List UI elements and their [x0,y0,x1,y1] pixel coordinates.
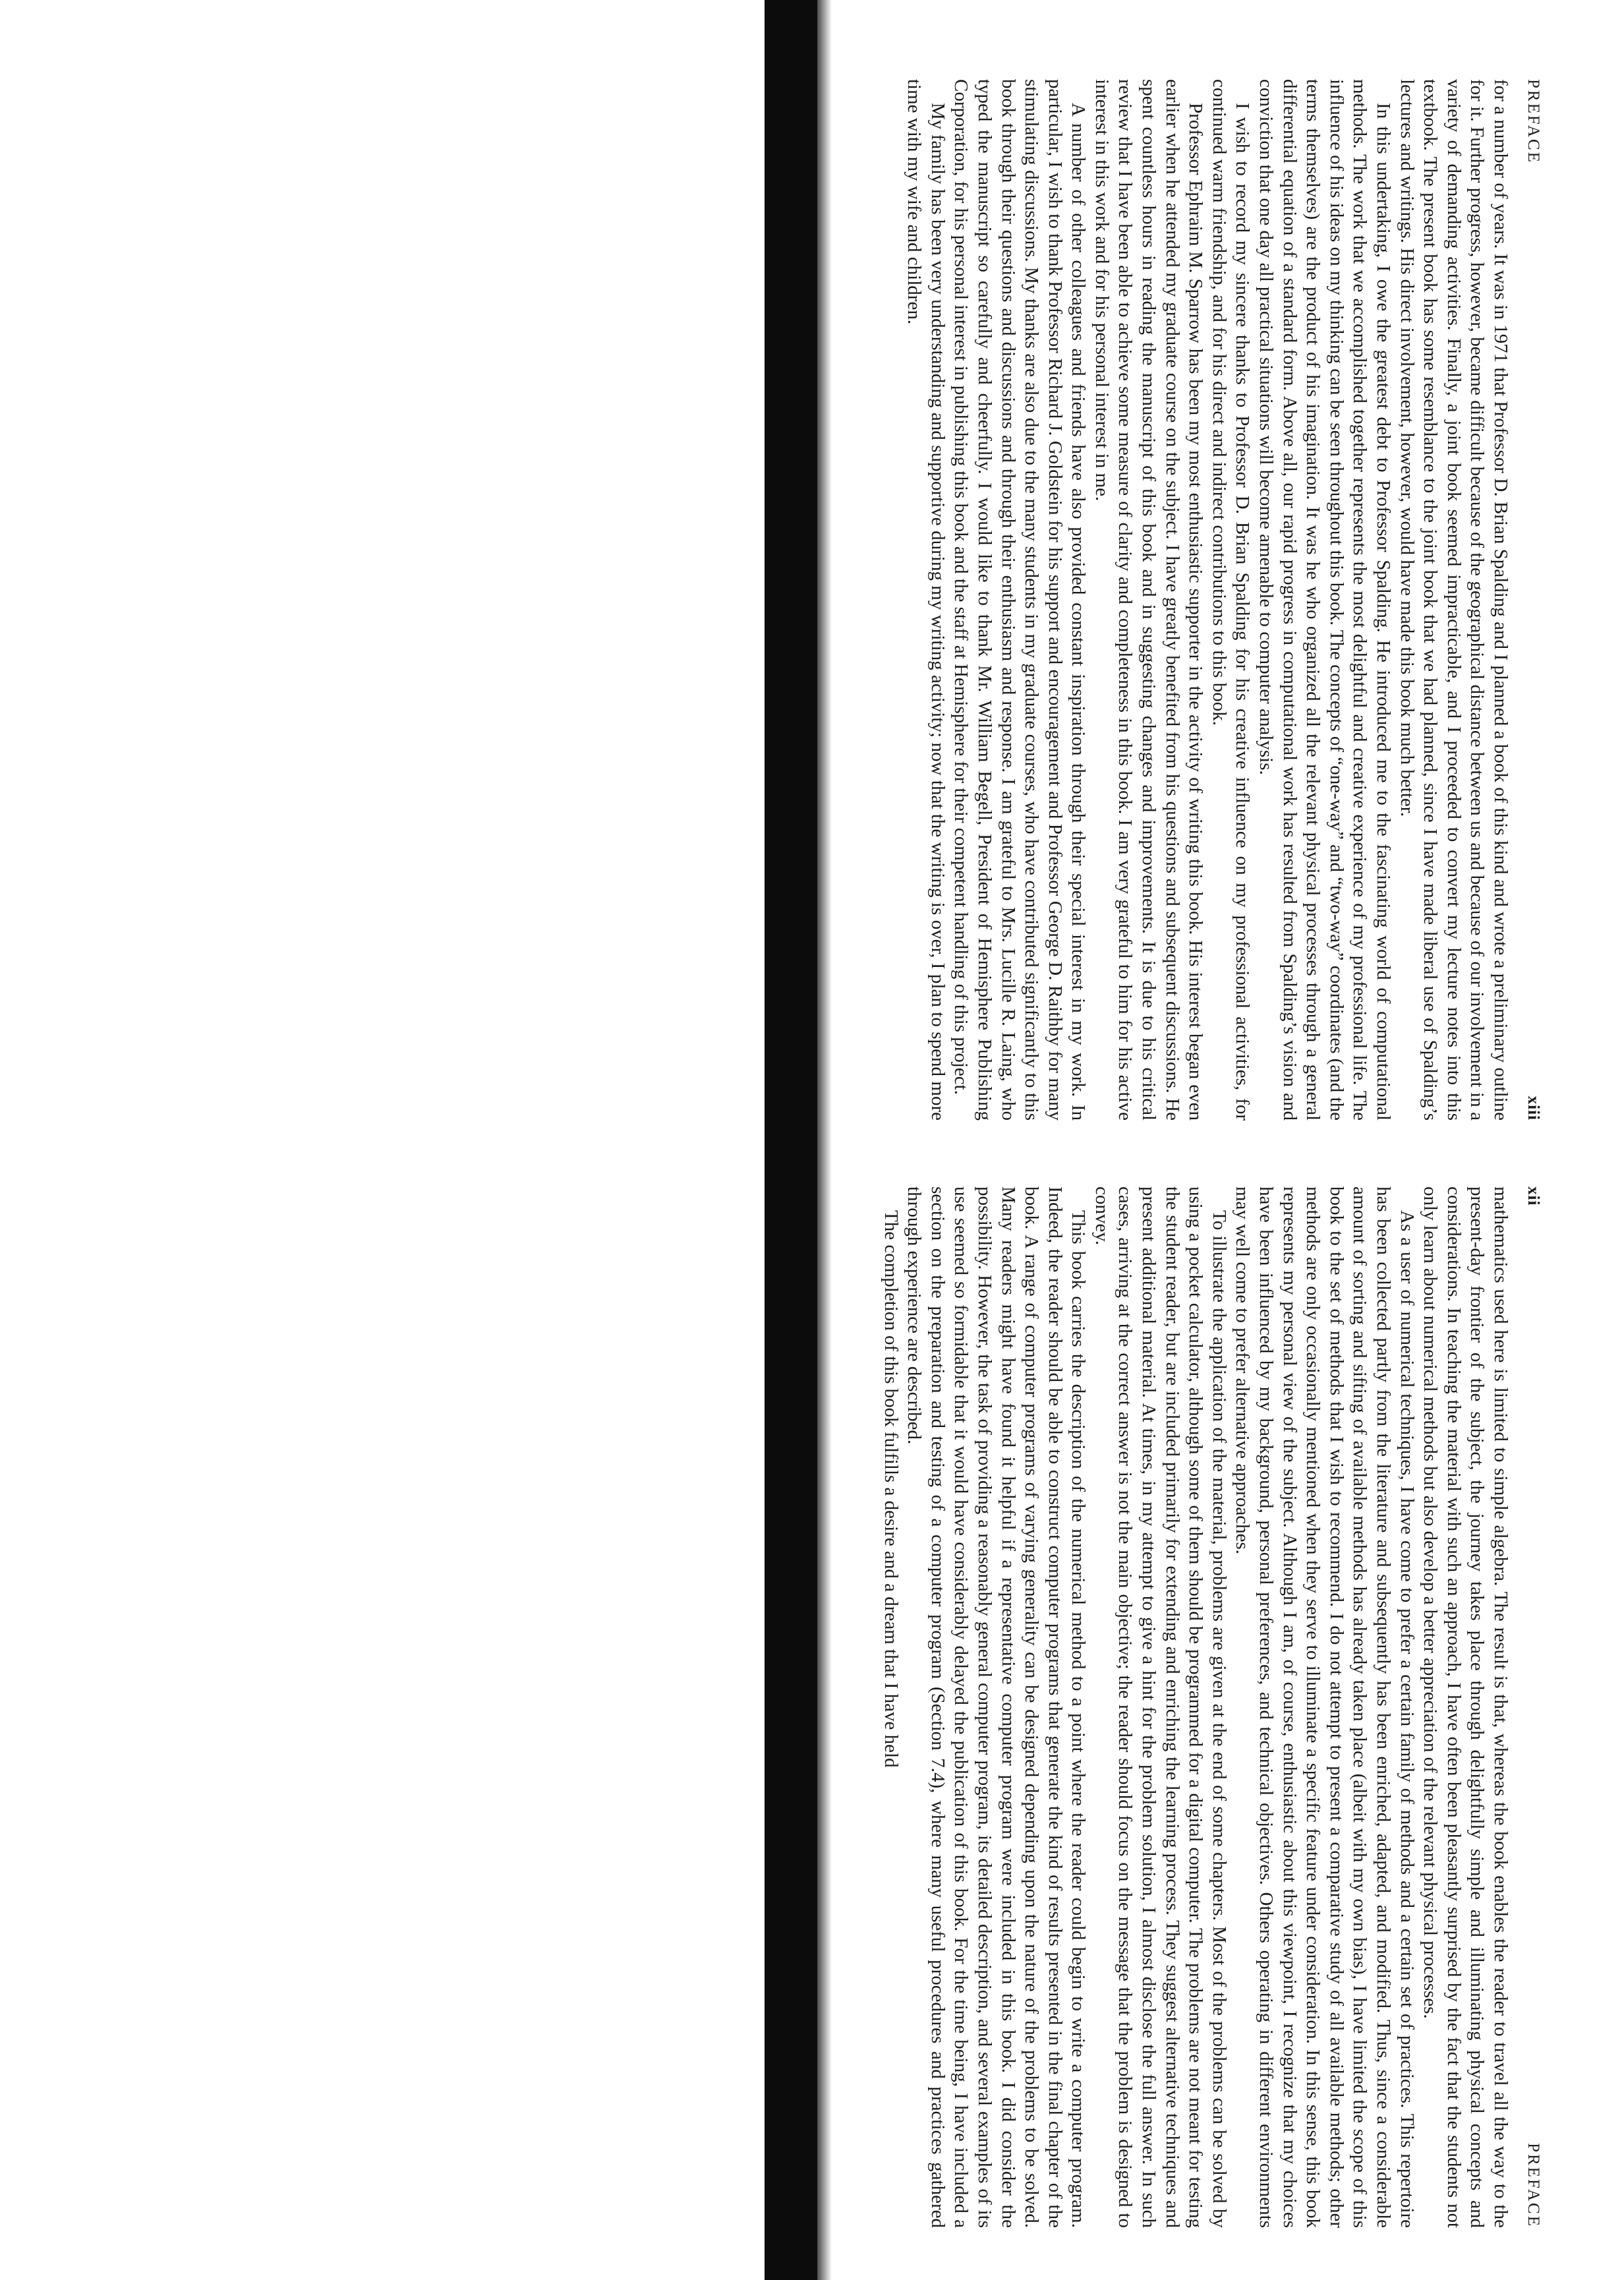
running-head [1512,79,1542,1121]
paragraph: My family has been very understanding and supportive during my writing activity; now that the writing is over, I plan to spend more time with my wife and children. [904,79,948,1121]
paragraph: for a number of years. It was in 1971 that Professor D. Brian Spalding and I planned a book of this kind and wrote a preliminary outline for it. Further progress, however, became difficult because of the geographical distance between us and because of our involvement in a variety of demanding activities. Finally, a joint book seemed impracticable, and I proceeded to convert my lecture notes into this textbook. The present book has some resemblance to the joint book that we had planned, since I have made liberal use of Spalding’s lectures and writings. His direct involvement, however, would have made this book much better. [1396,79,1511,1121]
paragraph: I wish to record my sincere thanks to Professor D. Brian Spalding for his creative influence on my professional activities, for continued warm friendship, and for his direct and indirect contributions to this book. [1208,79,1254,1121]
paragraph: Professor Ephraim M. Sparrow has been my most enthusiastic supporter in the activity of writing this book. His interest began even earlier when he attended my graduate course on the subject. I have greatly benefited from his questions and subsequent discussions. He spent countless hours in reading the manuscript of this book and in suggesting changes and improvements. It is due to his critical review that I have been able to achieve some measure of clarity and completeness in this book. I am very grateful to him for his active interest in this work and for his personal interest in me. [1091,79,1207,1121]
paragraph: A number of other colleagues and friends have also provided constant inspiration through their special interest in my work. In particular, I wish to thank Professor Richard J. Goldstein for his support and encouragement and Professor George D. Raithby for many stimulating discussions. My thanks are also due to the many students in my graduate courses, who have contributed significantly to this book through their questions and discussions and through their enthusiasm and response. I am grateful to Mrs. Lucille R. Laing, who typed the manuscript so carefully and cheerfully. I would like to thank Mr. William Begell, President of Hemisphere Publishing Corporation, for his personal interest in publishing this book and the staff at Hemisphere for their competent handling of this project. [950,79,1089,1121]
running-head-title: PREFACE [1524,2143,1542,2228]
body-text [879,1186,1512,2228]
paragraph: This book carries the description of the numerical method to a point where the reader could begin to write a computer program. Indeed, the reader should be able to construct computer programs that generate the kind of results presented in the final chapter of the book. A range of computer programs of varying generality can be designed depending upon the nature of the problems to be solved. Many readers might have found it helpful if a representative computer program were included in this book. I did consider the possibility. However, the task of providing a reasonably general computer program, its detailed description, and several examples of its use seemed so formidable that it would have considerably delayed the publication of this book. For the time being, I have included a section on the preparation and testing of a computer program (Section 7.4), where many useful procedures and practices gathered through experience are described. [904,1186,1089,2228]
running-head [1512,1186,1542,2228]
page-xiii [593,79,1542,1121]
running-head-title: PREFACE [1524,79,1542,164]
paragraph: mathematics used here is limited to simple algebra. The result is that, whereas the book enables the reader to travel all the way to the present-day frontier of the subject, the journey takes place through delightfully simple and illuminating physical concepts and considerations. In teaching the material with such an approach, I have often been pleasantly surprised by the fact that the students not only learn about numerical methods but also develop a better appreciation of the relevant physical processes. [1420,1186,1511,2228]
body-text [902,79,1512,1121]
page-xii [593,1186,1542,2228]
paragraph: In this undertaking, I owe the greatest debt to Professor Spalding. He introduced me to the fascinating world of computational methods. The work that we accomplished together represents the most delightful and creative experience of my professional life. The influence of his ideas on my thinking can be seen throughout this book. The concepts of “one-way” and “two-way” coordinates (and the terms themselves) are the product of his imagination. It was he who organized all the relevant physical processes through a general differential equation of a standard form. Above all, our rapid progress in computational work has resulted from Spalding’s vision and conviction that one day all practical situations will become amenable to computer analysis. [1256,79,1395,1121]
paragraph: The completion of this book fulfills a desire and a dream that I have held [880,1210,902,1768]
page-number: xii [1524,1186,1542,1206]
paragraph: As a user of numerical techniques, I have come to prefer a certain family of methods and a certain set of practices. This repertoire has been collected partly from the literature and subsequently has been enriched, adapted, and modified. Thus, since a considerable amount of sorting and sifting of available methods has already taken place (albeit with my own bias), I have limited the scope of this book to the set of methods that I wish to recommend. I do not attempt to present a comparative study of all available methods; other methods are only occasionally mentioned when they serve to illuminate a specific feature under consideration. In this sense, this book represents my personal view of the subject. Although I am, of course, enthusiastic about this viewpoint, I recognize that my choices have been influenced by my background, personal preferences, and technical objectives. Others operating in different environments may well come to prefer alternative approaches. [1232,1186,1418,2228]
page-number: xiii [1524,1096,1542,1121]
paragraph: To illustrate the application of the material, problems are given at the end of some chapters. Most of the problems can be solved by using a pocket calculator, although some of them should be programmed for a digital computer. The problems are not meant for testing the student reader, but are included primarily for extending and enriching the learning process. They suggest alternative techniques and present additional material. At times, in my attempt to give a hint for the problem solution, I almost disclose the full answer. In such cases, arriving at the correct answer is not the main objective; the reader should focus on the message that the problem is designed to convey. [1091,1186,1230,2228]
